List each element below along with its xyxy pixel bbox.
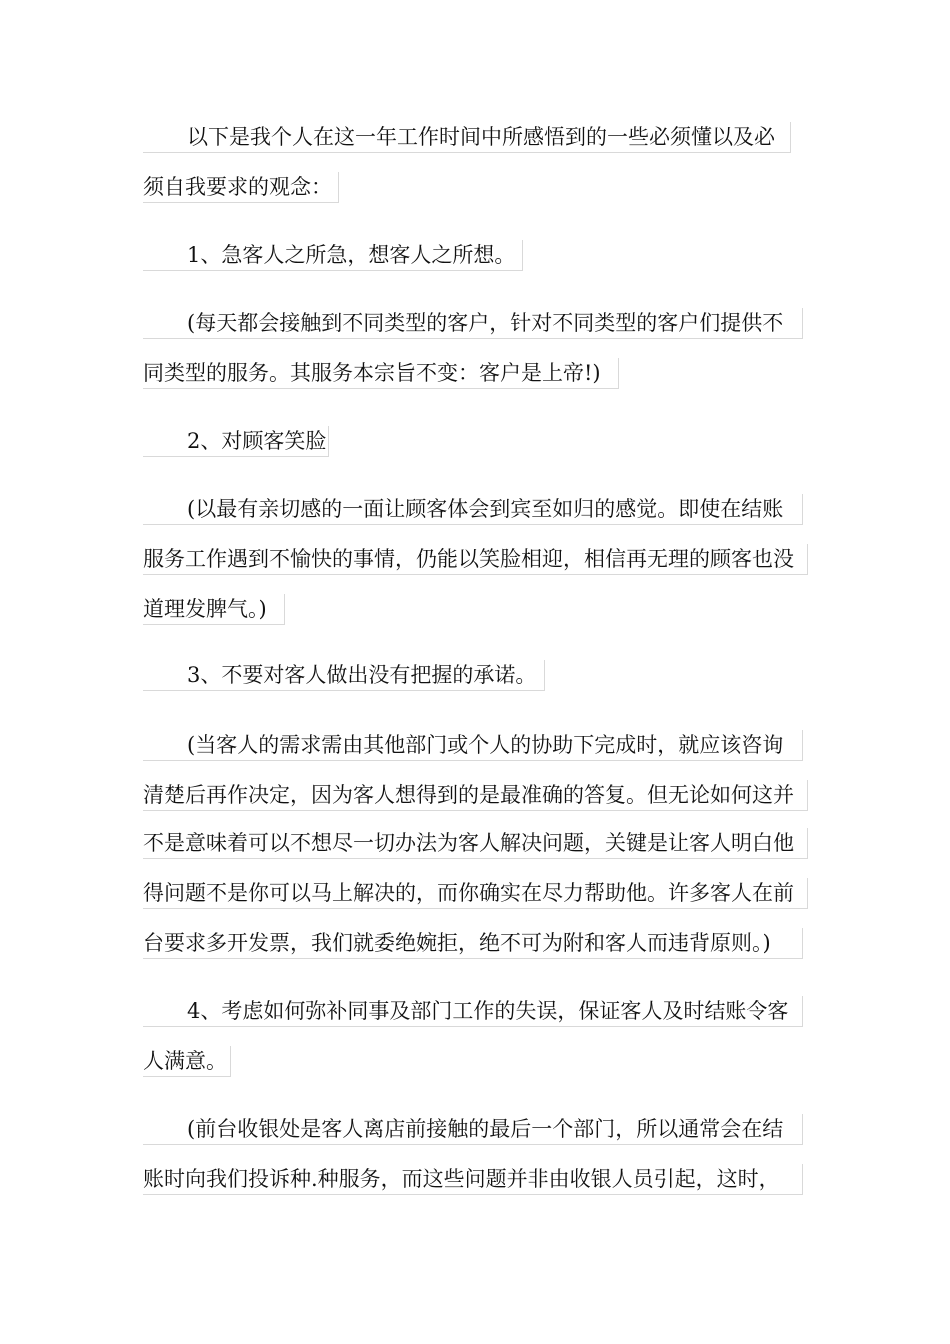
paragraph-line: 4、考虑如何弥补同事及部门工作的失误，保证客人及时结账令客 — [143, 996, 803, 1027]
paragraph-line: (每天都会接触到不同类型的客户，针对不同类型的客户们提供不 — [143, 308, 803, 339]
paragraph-line: 人满意。 — [143, 1046, 231, 1077]
paragraph-line: 道理发脾气。) — [143, 594, 285, 625]
paragraph-line: 2、对顾客笑脸 — [143, 426, 329, 457]
paragraph-line: 清楚后再作决定，因为客人想得到的是最准确的答复。但无论如何这并 — [143, 780, 808, 811]
paragraph-line: 同类型的服务。其服务本宗旨不变：客户是上帝!) — [143, 358, 619, 389]
paragraph-line: (当客人的需求需由其他部门或个人的协助下完成时，就应该咨询 — [143, 730, 803, 761]
paragraph-line: 须自我要求的观念： — [143, 172, 339, 203]
paragraph-line: 账时向我们投诉种.种服务，而这些问题并非由收银人员引起，这时， — [143, 1164, 803, 1195]
paragraph-line: 1、急客人之所急，想客人之所想。 — [143, 240, 523, 271]
paragraph-line: 3、不要对客人做出没有把握的承诺。 — [143, 660, 545, 691]
paragraph-line: 服务工作遇到不愉快的事情，仍能以笑脸相迎，相信再无理的顾客也没 — [143, 544, 808, 575]
paragraph-line: (以最有亲切感的一面让顾客体会到宾至如归的感觉。即使在结账 — [143, 494, 803, 525]
paragraph-line: (前台收银处是客人离店前接触的最后一个部门，所以通常会在结 — [143, 1114, 803, 1145]
paragraph-line: 不是意味着可以不想尽一切办法为客人解决问题，关键是让客人明白他 — [143, 828, 808, 859]
paragraph-line: 以下是我个人在这一年工作时间中所感悟到的一些必须懂以及必 — [143, 122, 791, 153]
paragraph-line: 台要求多开发票，我们就委绝婉拒，绝不可为附和客人而违背原则。) — [143, 928, 803, 959]
paragraph-line: 得问题不是你可以马上解决的，而你确实在尽力帮助他。许多客人在前 — [143, 878, 808, 909]
